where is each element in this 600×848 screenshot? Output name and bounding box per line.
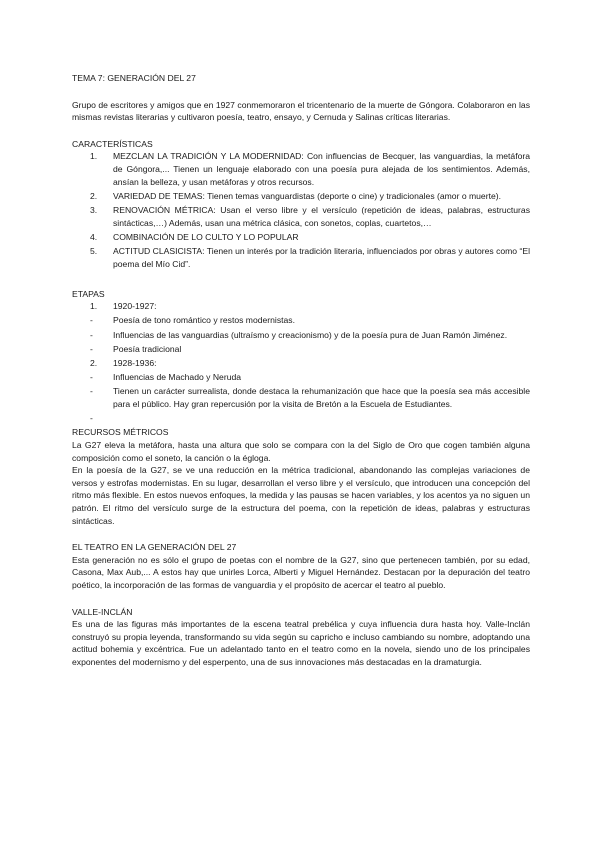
list-item: [72, 300, 530, 313]
document-title: TEMA 7: GENERACIÓN DEL 27: [72, 73, 196, 83]
list-item: [72, 150, 530, 188]
item-text: COMBINACIÓN DE LO CULTO Y LO POPULAR: [113, 231, 299, 242]
teatro-paragraph: Esta generación no es sólo el grupo de poetas con el nombre de la G27, sino que pertenecen también, por su edad, Casona, Max Aub,... A estos hay que unirles Lorca, Alberti y Miguel Hernández. Destacan por la depuración del teatro poético, la incorporación de las formas de vanguardia y el propósito de acercar el teatro al pueblo.: [72, 554, 530, 590]
item-number: 5.: [90, 245, 98, 256]
document-page: [72, 72, 530, 668]
item-number: 2.: [90, 190, 98, 201]
item-number: 1.: [90, 151, 98, 162]
item-text: Poesía de tono romántico y restos modernistas.: [113, 315, 295, 326]
intro-paragraph: Grupo de escritores y amigos que en 1927 conmemoraron el tricentenario de la muerte de Góngora. Colaboraron en las mismas revistas literarias y cultivaron poesía, teatro, ensayo, y Cernuda y Salinas críticas literarias.: [72, 99, 530, 123]
item-text: VARIEDAD DE TEMAS: Tienen temas vanguardistas (deporte o cine) y tradicionales (amor o muerte).: [113, 190, 501, 201]
list-item: [72, 204, 530, 229]
teatro-heading: EL TEATRO EN LA GENERACIÓN DEL 27: [72, 542, 237, 553]
list-item: [72, 245, 530, 270]
list-item: [72, 329, 530, 342]
list-item: [72, 343, 530, 356]
list-item: [72, 412, 530, 425]
list-item: [72, 231, 530, 244]
caracteristicas-list: [72, 150, 530, 270]
item-marker: -: [90, 329, 93, 340]
item-text: 1928-1936:: [113, 358, 157, 369]
item-marker: -: [90, 343, 93, 354]
recursos-heading: RECURSOS MÉTRICOS: [72, 427, 169, 438]
item-marker: -: [90, 372, 93, 383]
item-text: RENOVACIÓN MÉTRICA: Usan el verso libre y el versículo (repetición de ideas, palabras, estructuras sintácticas,…) Además, usan una métrica clásica, con sonetos, coplas, cuartetos,…: [113, 204, 530, 228]
item-text: Influencias de las vanguardias (ultraísmo y creacionismo) y de la poesía pura de Juan Ramón Jiménez.: [113, 329, 508, 340]
item-number: 3.: [90, 204, 98, 215]
item-marker: -: [90, 315, 93, 326]
item-text: Tienen un carácter surrealista, donde destaca la rehumanización que hace que la poesía sea más accesible para el público. Hay gran repercusión por la visita de Bretón a la Escuela de Estudiantes.: [113, 386, 530, 409]
caracteristicas-heading: CARACTERÍSTICAS: [72, 138, 153, 149]
valle-paragraph: Es una de las figuras más importantes de la escena teatral prebélica y cuya influencia dura hasta hoy. Valle-Inclán construyó su propia leyenda, transformando su vida según su capricho e incluso cambiando su nombre, adoptando una actitud bohemia y excéntrica. Fue un adelantado tanto en el teatro como en la novela, siendo uno de los principales exponentes del modernismo y del esperpento, una de sus innovaciones más destacadas en la dramaturgia.: [72, 619, 530, 667]
list-item: [72, 371, 530, 384]
list-item: [72, 314, 530, 327]
item-text: 1920-1927:: [113, 301, 157, 312]
list-item: [72, 357, 530, 370]
item-text: ACTITUD CLASICISTA: Tienen un interés por la tradición literaria, influenciados por obras y autores como “El poema del Mío Cid”.: [113, 245, 530, 269]
recursos-paragraph-2: En la poesía de la G27, se ve una reducción en la métrica tradicional, abandonando las complejas variaciones de versos y estrofas modernistas. En su lugar, desarrollan el verso libre y el versículo, que introducen una concepción del ritmo más flexible. En estos nuevos enfoques, la medida y las pausas se hacen variables, y los acentos ya no siguen un patrón. El ritmo del versículo surge de la estructura del poema, con la repetición de ideas, palabras y estructuras sintácticas.: [72, 465, 530, 526]
recursos-paragraph-1: La G27 eleva la metáfora, hasta una altura que solo se compara con la del Siglo de Oro que cogen también alguna composición como el soneto, la canción o la égloga.: [72, 439, 530, 463]
etapas-list: [72, 300, 530, 425]
valle-heading: VALLE-INCLÁN: [72, 606, 133, 617]
item-text: Poesía tradicional: [113, 343, 182, 354]
etapas-heading: ETAPAS: [72, 288, 105, 299]
item-marker: -: [90, 386, 93, 397]
item-marker: 1.: [90, 301, 98, 312]
item-text: MEZCLAN LA TRADICIÓN Y LA MODERNIDAD: Con influencias de Becquer, las vanguardias, la metáfora de Góngora,... Tienen un lenguaje elaborado con una poesía pura alejada de los sentimientos. Además, ansían la belleza, y usan metáforas y otros recursos.: [113, 151, 530, 187]
list-item: [72, 190, 530, 203]
item-marker: -: [90, 413, 93, 424]
list-item: [72, 385, 530, 410]
item-marker: 2.: [90, 358, 98, 369]
item-text: Influencias de Machado y Neruda: [113, 372, 242, 383]
item-number: 4.: [90, 231, 98, 242]
